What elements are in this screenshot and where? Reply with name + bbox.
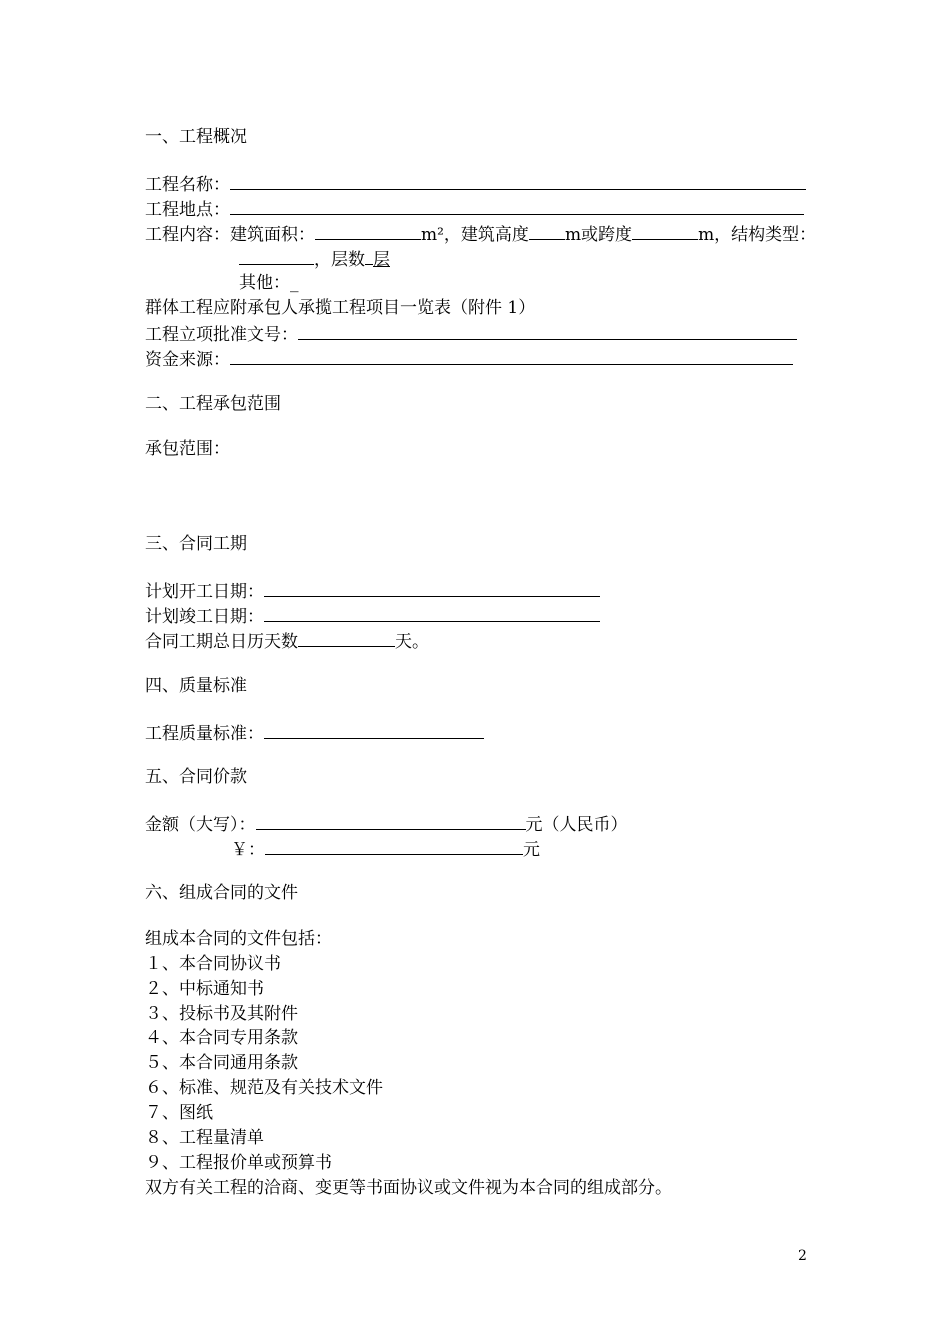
floors-field[interactable]: [365, 246, 373, 265]
list-item: ２、中标通知书: [145, 979, 264, 999]
finish-date-field[interactable]: [264, 603, 600, 622]
quality-standard-field[interactable]: [264, 720, 484, 739]
section-4-title: 四、质量标准: [145, 676, 247, 696]
structure-type-field[interactable]: [239, 246, 314, 265]
yen-row: [231, 836, 540, 860]
floors-unit: 层: [373, 250, 390, 270]
project-content-label: 工程内容：建筑面积：: [145, 225, 315, 245]
page-number: 2: [798, 1248, 807, 1264]
yen-unit: 元: [523, 840, 540, 860]
scope-label: 承包范围：: [145, 439, 230, 459]
list-item: ５、本合同通用条款: [145, 1053, 298, 1073]
building-area-field[interactable]: [315, 221, 421, 240]
finish-date-label: 计划竣工日期：: [145, 607, 264, 627]
project-name-row: [145, 171, 806, 195]
section-3-title: 三、合同工期: [145, 534, 247, 554]
section-2-title: 二、工程承包范围: [145, 394, 281, 414]
list-item: ６、标准、规范及有关技术文件: [145, 1078, 383, 1098]
section-1-title: 一、工程概况: [145, 127, 247, 147]
list-item: ４、本合同专用条款: [145, 1028, 298, 1048]
height-unit-label: m或跨度: [564, 225, 633, 245]
documents-intro: 组成本合同的文件包括：: [145, 929, 332, 949]
total-days-label: 合同工期总日历天数: [145, 632, 298, 652]
approval-label: 工程立项批准文号：: [145, 325, 298, 345]
total-days-unit: 天。: [395, 632, 429, 652]
funding-row: [145, 346, 793, 370]
project-content-row: [145, 221, 816, 245]
project-location-label: 工程地点：: [145, 200, 230, 220]
other-row: 其他：_: [239, 273, 299, 293]
list-item: ９、工程报价单或预算书: [145, 1153, 332, 1173]
floors-label: ，层数: [314, 250, 365, 270]
approval-number-field[interactable]: [298, 321, 797, 340]
project-name-field[interactable]: [230, 171, 806, 190]
finish-date-row: [145, 603, 600, 627]
total-days-field[interactable]: [298, 628, 395, 647]
project-location-row: [145, 196, 804, 220]
list-item: ７、图纸: [145, 1103, 213, 1123]
list-item: １、本合同协议书: [145, 954, 281, 974]
group-project-note: 群体工程应附承包人承揽工程项目一览表（附件 1）: [145, 298, 536, 318]
total-days-row: [145, 628, 429, 652]
area-unit-label: m²，建筑高度: [421, 225, 529, 245]
section-6-title: 六、组成合同的文件: [145, 883, 298, 903]
list-item: ３、投标书及其附件: [145, 1004, 298, 1024]
approval-row: [145, 321, 797, 345]
building-height-field[interactable]: [529, 221, 565, 240]
amount-words-field[interactable]: [256, 811, 526, 830]
documents-closing: 双方有关工程的洽商、变更等书面协议或文件视为本合同的组成部分。: [145, 1178, 672, 1198]
section-5-title: 五、合同价款: [145, 767, 247, 787]
amount-label: 金额（大写）：: [145, 815, 256, 835]
span-field[interactable]: [632, 221, 698, 240]
amount-unit: 元（人民币）: [525, 815, 628, 835]
quality-row: [145, 720, 484, 744]
yen-label: ￥：: [231, 840, 265, 860]
funding-label: 资金来源：: [145, 350, 230, 370]
project-location-field[interactable]: [230, 196, 804, 215]
amount-row: [145, 811, 628, 835]
start-date-label: 计划开工日期：: [145, 582, 264, 602]
list-item: ８、工程量清单: [145, 1128, 264, 1148]
yen-amount-field[interactable]: [265, 836, 523, 855]
funding-source-field[interactable]: [230, 346, 793, 365]
structure-row: [239, 246, 390, 270]
project-name-label: 工程名称：: [145, 175, 230, 195]
start-date-row: [145, 578, 600, 602]
start-date-field[interactable]: [264, 578, 600, 597]
quality-label: 工程质量标准：: [145, 724, 264, 744]
span-unit-label: m，结构类型：: [698, 225, 817, 245]
